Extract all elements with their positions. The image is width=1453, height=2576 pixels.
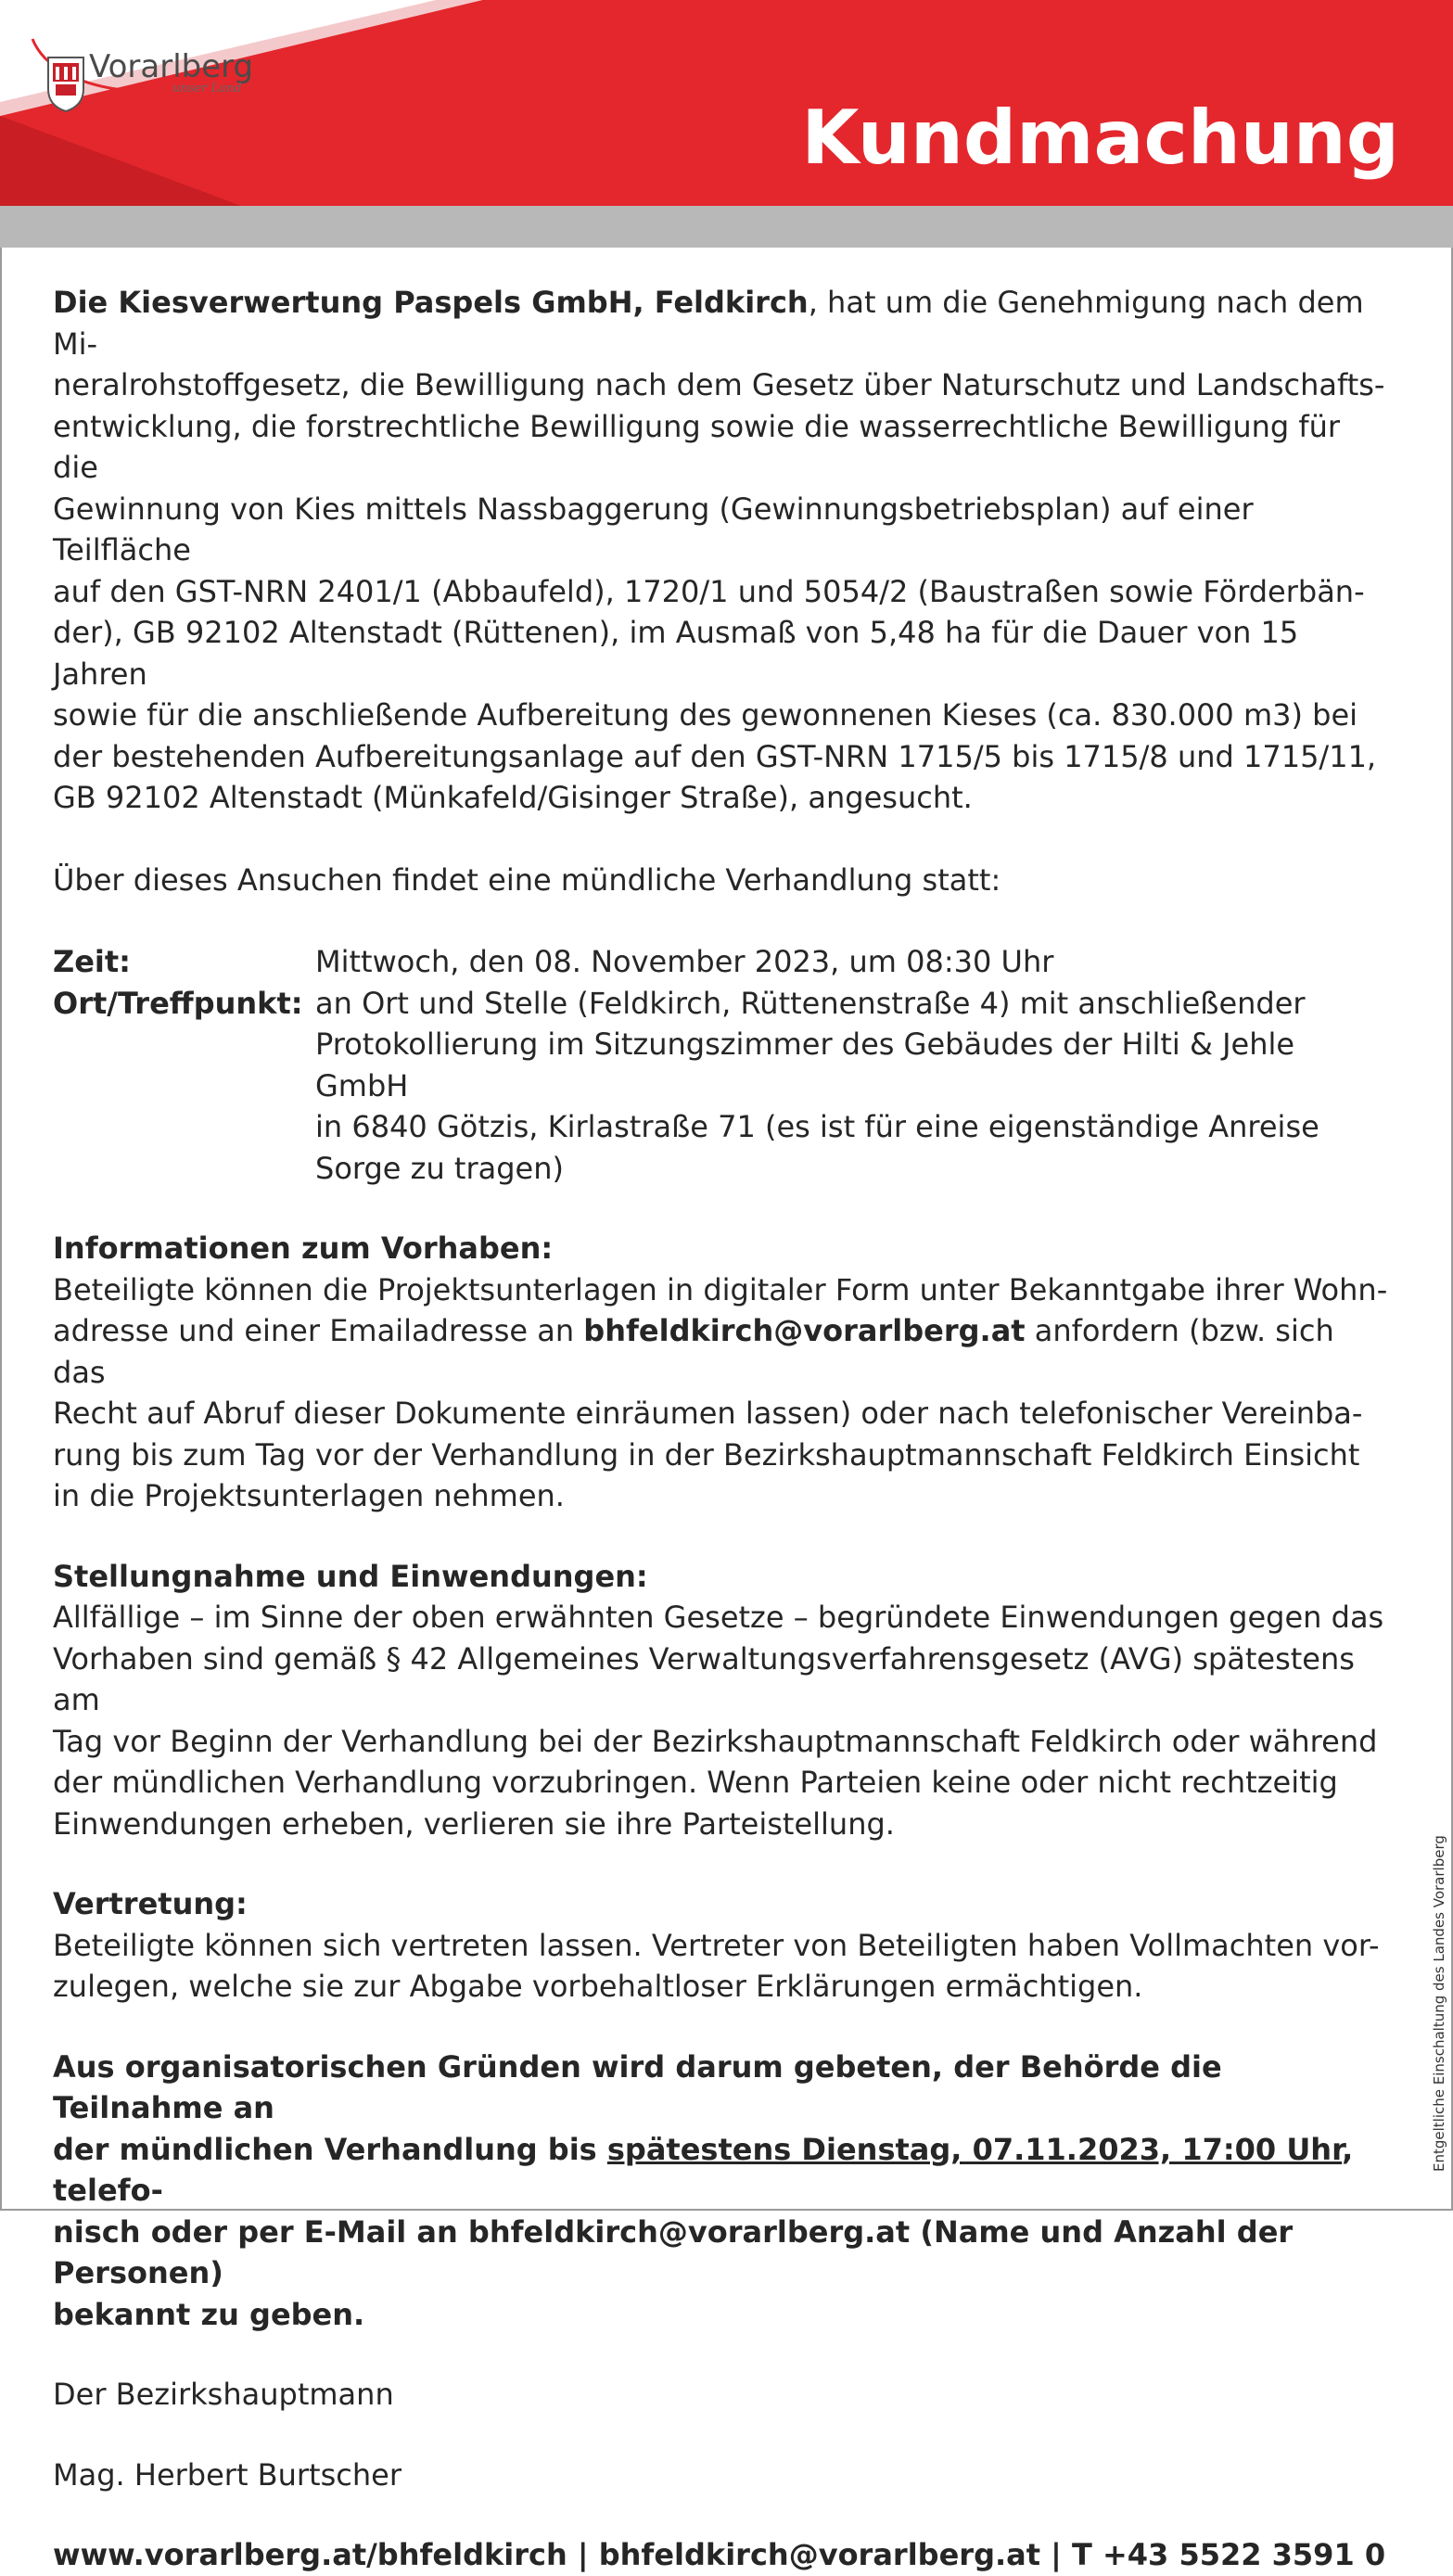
dark-red-wedge bbox=[0, 116, 241, 206]
location-value: an Ort und Stelle (Feldkirch, Rüttenenstraße 4) mit anschließender Protokollierung im Sitzungszimmer des Gebäudes der Hilti & Jehle GmbH in 6840 Götzis, Kirlastraße 71 (es ist für eine eigenständige Anreise Sorge zu tragen) bbox=[315, 985, 1319, 1186]
page-title: Kundmachung bbox=[801, 95, 1399, 181]
hearing-intro: Über dieses Ansuchen findet eine mündliche Verhandlung statt: bbox=[53, 861, 1001, 898]
signature-title: Der Bezirkshauptmann bbox=[53, 2377, 394, 2412]
deadline: spätestens Dienstag, 07.11.2023, 17:00 Uhr bbox=[606, 2131, 1343, 2167]
time-value: Mittwoch, den 08. November 2023, um 08:30 Uhr bbox=[315, 944, 1054, 979]
objection-heading: Stellungnahme und Einwendungen: bbox=[53, 1558, 648, 1594]
info-heading: Informationen zum Vorhaben: bbox=[53, 1231, 554, 1266]
time-label: Zeit: bbox=[53, 944, 131, 979]
time-row bbox=[53, 941, 1388, 983]
representation-heading: Vertretung: bbox=[53, 1886, 248, 1921]
side-note: Entgeltliche Einschaltung des Landes Vorarlberg bbox=[1431, 1835, 1447, 2172]
coat-of-arms-icon bbox=[48, 57, 83, 111]
schedule-block bbox=[53, 941, 1388, 1189]
info-email: bhfeldkirch@vorarlberg.at bbox=[583, 1313, 1026, 1348]
intro-paragraph: Die Kiesverwertung Paspels GmbH, Feldkirch, hat um die Genehmigung nach dem Mi- neralrohstoffgesetz, die Bewilligung nach dem Gesetz über Naturschutz und Landschafts- entwicklung, die forstrechtliche Bewilligung sowie die wasserrechtliche Bewilligung für die Gewinnung von Kies mittels Nassbaggerung (Gewinnungsbetriebsplan) auf einer Teilfläche auf den GST-NRN 2401/1 (Abbaufeld), 1720/1 und 5054/2 (Baustraßen sowie Förderbän- der), GB 92102 Altenstadt (Rüttenen), im Ausmaß von 5,48 ha für die Dauer von 15 Jahren sowie für die anschließende Aufbereitung des gewonnenen Kieses (ca. 830.000 m3) bei der bestehenden Aufbereitungsanlage auf den GST-NRN 1715/5 bis 1715/8 und 1715/11, GB 92102 Altenstadt (Münkafeld/Gisinger Straße), angesucht. bbox=[53, 285, 1385, 815]
location-label: Ort/Treffpunkt: bbox=[53, 985, 303, 1021]
footer-contact: www.vorarlberg.at/bhfeldkirch | bhfeldkirch@vorarlberg.at | T +43 5522 3591 0 bbox=[53, 2537, 1386, 2572]
location-row bbox=[53, 983, 1388, 1190]
signature-name: Mag. Herbert Burtscher bbox=[53, 2456, 401, 2493]
grey-band bbox=[0, 206, 1453, 248]
notice-body bbox=[53, 282, 1388, 2576]
representation-section: Vertretung: Beteiligte können sich vertreten lassen. Vertreter von Beteiligten haben Vollmachten vor- zulegen, welche sie zur Abgabe vorbehaltloser Erklärungen ermächtigen. bbox=[53, 1886, 1380, 2004]
header-banner bbox=[0, 0, 1453, 206]
logo-subtitle: unser Land bbox=[172, 82, 242, 96]
info-section: Informationen zum Vorhaben: Beteiligte können die Projektsunterlagen in digitaler Form unter Bekanntgabe ihrer Wohn- adresse und einer Emailadresse an bhfeldkirch@vorarlberg.at anfordern (bzw. sich das Recht auf Abruf dieser Dokumente einräumen lassen) oder nach telefonischer Vereinba- rung bis zum Tag vor der Verhandlung in der Bezirkshauptmannschaft Feldkirch Einsicht in die Projektsunterlagen nehmen. bbox=[53, 1231, 1388, 1513]
objection-section: Stellungnahme und Einwendungen: Allfällige – im Sinne der oben erwähnten Gesetze – begründete Einwendungen gegen das Vorhaben sind gemäß § 42 Allgemeines Verwaltungsverfahrensgesetz (AVG) spätestens am Tag vor Beginn der Verhandlung bei der Bezirkshauptmannschaft Feldkirch oder während der mündlichen Verhandlung vorzubringen. Wenn Parteien keine oder nicht rechtzeitig Einwendungen erheben, verlieren sie ihre Parteistellung. bbox=[53, 1558, 1384, 1842]
registration-notice: Aus organisatorischen Gründen wird darum gebeten, der Behörde die Teilnahme an der mündlichen Verhandlung bis spätestens Dienstag, 07.11.2023, 17:00 Uhr, telefo- nisch oder per E-Mail an bhfeldkirch@vorarlberg.at (Name und Anzahl der Personen) bekannt zu geben. bbox=[53, 2048, 1354, 2332]
logo-text: Vorarlberg bbox=[89, 48, 254, 85]
applicant-name: Die Kiesverwertung Paspels GmbH, Feldkirch bbox=[53, 285, 809, 320]
